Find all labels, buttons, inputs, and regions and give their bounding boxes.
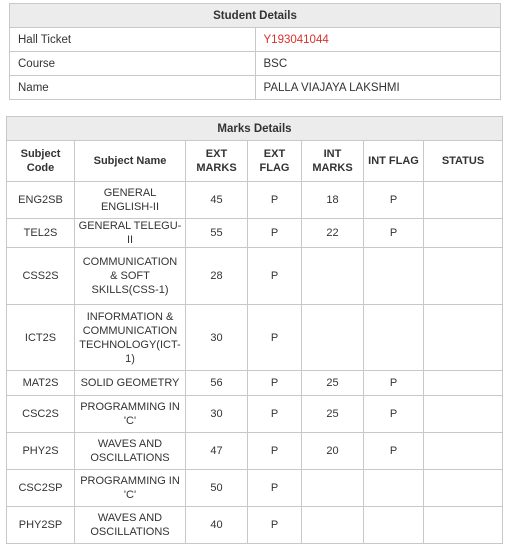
status	[424, 433, 503, 470]
subject-name: COMMUNICATION & SOFT SKILLS(CSS-1)	[75, 248, 186, 305]
table-row	[7, 248, 503, 305]
int-flag: P	[364, 371, 424, 396]
int-flag	[364, 248, 424, 305]
subject-name: WAVES AND OSCILLATIONS	[75, 433, 186, 470]
subject-code: TEL2S	[7, 219, 75, 248]
marks-header-row	[7, 141, 503, 182]
header-ext-flag: EXT FLAG	[248, 141, 302, 182]
course-label: Course	[10, 52, 256, 76]
student-details-header-row	[10, 4, 501, 28]
ext-marks: 40	[186, 507, 248, 544]
hall-ticket-label: Hall Ticket	[10, 28, 256, 52]
subject-code: PHY2S	[7, 433, 75, 470]
header-subject-code: Subject Code	[7, 141, 75, 182]
table-row	[7, 396, 503, 433]
ext-marks: 45	[186, 182, 248, 219]
name-label: Name	[10, 76, 256, 100]
ext-flag: P	[248, 182, 302, 219]
status	[424, 396, 503, 433]
ext-flag: P	[248, 248, 302, 305]
int-flag	[364, 470, 424, 507]
table-row	[7, 507, 503, 544]
ext-flag: P	[248, 305, 302, 371]
table-row	[7, 371, 503, 396]
table-row	[7, 219, 503, 248]
int-marks	[302, 507, 364, 544]
table-row	[7, 182, 503, 219]
table-row	[7, 305, 503, 371]
ext-marks: 55	[186, 219, 248, 248]
ext-marks: 28	[186, 248, 248, 305]
course-row	[10, 52, 501, 76]
subject-name: SOLID GEOMETRY	[75, 371, 186, 396]
int-flag	[364, 305, 424, 371]
hall-ticket-value: Y193041044	[255, 28, 501, 52]
header-int-flag: INT FLAG	[364, 141, 424, 182]
marks-details-title: Marks Details	[7, 117, 503, 141]
int-flag: P	[364, 396, 424, 433]
subject-code: ICT2S	[7, 305, 75, 371]
subject-code: MAT2S	[7, 371, 75, 396]
int-marks	[302, 470, 364, 507]
table-row	[7, 433, 503, 470]
ext-marks: 30	[186, 305, 248, 371]
int-marks: 18	[302, 182, 364, 219]
course-value: BSC	[255, 52, 501, 76]
subject-code: PHY2SP	[7, 507, 75, 544]
table-row	[7, 470, 503, 507]
status	[424, 248, 503, 305]
name-value: PALLA VIAJAYA LAKSHMI	[255, 76, 501, 100]
status	[424, 507, 503, 544]
status	[424, 371, 503, 396]
header-status: STATUS	[424, 141, 503, 182]
int-marks: 22	[302, 219, 364, 248]
hall-ticket-row	[10, 28, 501, 52]
int-flag	[364, 507, 424, 544]
subject-name: GENERAL TELEGU-II	[75, 219, 186, 248]
int-marks	[302, 305, 364, 371]
subject-name: INFORMATION & COMMUNICATION TECHNOLOGY(ICT-1)	[75, 305, 186, 371]
int-flag: P	[364, 219, 424, 248]
int-marks: 25	[302, 371, 364, 396]
student-details-table	[9, 3, 501, 100]
ext-flag: P	[248, 219, 302, 248]
ext-flag: P	[248, 470, 302, 507]
ext-flag: P	[248, 371, 302, 396]
ext-flag: P	[248, 396, 302, 433]
name-row	[10, 76, 501, 100]
subject-name: PROGRAMMING IN 'C'	[75, 470, 186, 507]
status	[424, 182, 503, 219]
int-marks: 20	[302, 433, 364, 470]
subject-name: GENERAL ENGLISH-II	[75, 182, 186, 219]
subject-code: ENG2SB	[7, 182, 75, 219]
subject-code: CSC2SP	[7, 470, 75, 507]
header-subject-name: Subject Name	[75, 141, 186, 182]
ext-marks: 47	[186, 433, 248, 470]
status	[424, 219, 503, 248]
ext-marks: 30	[186, 396, 248, 433]
marks-details-table	[6, 116, 503, 544]
subject-name: PROGRAMMING IN 'C'	[75, 396, 186, 433]
status	[424, 470, 503, 507]
ext-marks: 56	[186, 371, 248, 396]
status	[424, 305, 503, 371]
header-ext-marks: EXT MARKS	[186, 141, 248, 182]
marks-details-title-row	[7, 117, 503, 141]
subject-code: CSC2S	[7, 396, 75, 433]
header-int-marks: INT MARKS	[302, 141, 364, 182]
student-details-title: Student Details	[10, 4, 501, 28]
ext-flag: P	[248, 507, 302, 544]
ext-marks: 50	[186, 470, 248, 507]
int-marks: 25	[302, 396, 364, 433]
int-marks	[302, 248, 364, 305]
subject-name: WAVES AND OSCILLATIONS	[75, 507, 186, 544]
int-flag: P	[364, 182, 424, 219]
subject-code: CSS2S	[7, 248, 75, 305]
ext-flag: P	[248, 433, 302, 470]
int-flag: P	[364, 433, 424, 470]
